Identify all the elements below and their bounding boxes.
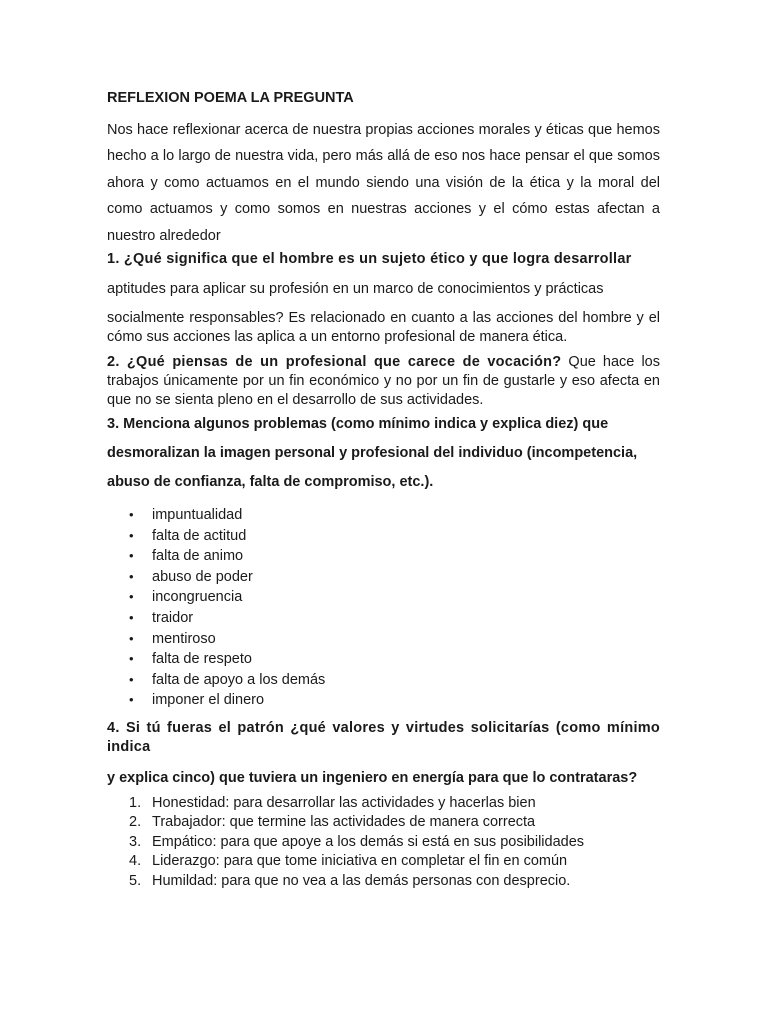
answer-2: Que hace los trabajos únicamente por un fin económico y no por un fin de gustarle y eso afecta en que no se sienta pleno en el desarrollo de sus actividades. [107, 354, 660, 409]
question-3-line-2: desmoralizan la imagen personal y profesional del individuo (incompetencia, [107, 445, 638, 462]
list-item [107, 813, 660, 833]
list-item-text: falta de apoyo a los demás [152, 671, 326, 688]
list-item-text: Liderazgo: para que tome iniciativa en completar el fin en común [152, 853, 568, 870]
list-item-text: abuso de poder [152, 568, 253, 585]
list-item [107, 852, 660, 872]
bullet-icon: • [129, 671, 134, 687]
list-item-text: falta de actitud [152, 527, 247, 544]
list-item-text: Honestidad: para desarrollar las actividades y hacerlas bien [152, 794, 536, 811]
list-number: 4. [129, 853, 142, 870]
list-item [107, 567, 660, 588]
bullet-icon: • [129, 651, 134, 667]
list-item [107, 649, 660, 670]
list-item [107, 608, 660, 629]
question-2-block [107, 353, 660, 410]
list-item-text: Empático: para que apoye a los demás si está en sus posibilidades [152, 833, 585, 850]
document-title: REFLEXION POEMA LA PREGUNTA [107, 90, 354, 106]
list-item [107, 690, 660, 711]
list-item-text: imponer el dinero [152, 692, 265, 709]
bullet-icon: • [129, 692, 134, 708]
list-item-text: Humildad: para que no vea a las demás personas con desprecio. [152, 872, 571, 889]
question-4-line-2: y explica cinco) que tuviera un ingeniero en energía para que lo contrataras? [107, 769, 638, 786]
bullet-icon: • [129, 507, 134, 523]
list-item-text: traidor [152, 610, 194, 626]
list-item [107, 546, 660, 567]
question-3-line-1: 3. Menciona algunos problemas (como mínimo indica y explica diez) que [107, 416, 609, 433]
list-item-text: falta de animo [152, 548, 244, 565]
question-4-line-1: 4. Si tú fueras el patrón ¿qué valores y virtudes solicitarías (como mínimo indica [107, 719, 660, 755]
answer-1: socialmente responsables? Es relacionado en cuanto a las acciones del hombre y el cómo sus acciones las aplica a un entorno profesional de manera ética. [107, 310, 660, 346]
list-item-text: impuntualidad [152, 507, 243, 524]
document-page [107, 88, 660, 891]
list-item-text: incongruencia [152, 589, 243, 606]
question-3-line-3: abuso de confianza, falta de compromiso, etc.). [107, 474, 434, 491]
list-item [107, 833, 660, 853]
list-item-text: Trabajador: que termine las actividades de manera correcta [152, 814, 536, 831]
list-item [107, 629, 660, 650]
list-item-text: falta de respeto [152, 651, 252, 668]
list-item [107, 670, 660, 691]
bullet-icon: • [129, 630, 134, 646]
bullet-icon: • [129, 527, 134, 543]
intro-paragraph: Nos hace reflexionar acerca de nuestra propias acciones morales y éticas que hemos hecho a lo largo de nuestra vida, pero más allá de eso nos hace pensar el que somos ahora y como actuamos en el mundo siendo una visión de la ética y la moral del como actuamos y como somos en nuestras acciones y el cómo estas afectan a nuestro alrededor [107, 122, 660, 244]
bullet-icon: • [129, 610, 134, 625]
question-1-continuation: aptitudes para aplicar su profesión en un marco de conocimientos y prácticas [107, 281, 604, 298]
question-2: 2. ¿Qué piensas de un profesional que carece de vocación? [107, 354, 562, 371]
question-1: 1. ¿Qué significa que el hombre es un sujeto ético y que logra desarrollar [107, 251, 632, 268]
list-item [107, 794, 660, 814]
problems-list [107, 505, 660, 711]
list-number: 1. [129, 794, 142, 811]
list-number: 5. [129, 872, 142, 889]
list-item [107, 526, 660, 547]
list-item [107, 872, 660, 892]
list-number: 3. [129, 833, 142, 850]
list-item [107, 587, 660, 608]
list-number: 2. [129, 814, 142, 831]
bullet-icon: • [129, 548, 134, 564]
bullet-icon: • [129, 589, 134, 605]
list-item-text: mentiroso [152, 630, 216, 647]
bullet-icon: • [129, 568, 134, 584]
list-item [107, 505, 660, 526]
values-list [107, 794, 660, 892]
